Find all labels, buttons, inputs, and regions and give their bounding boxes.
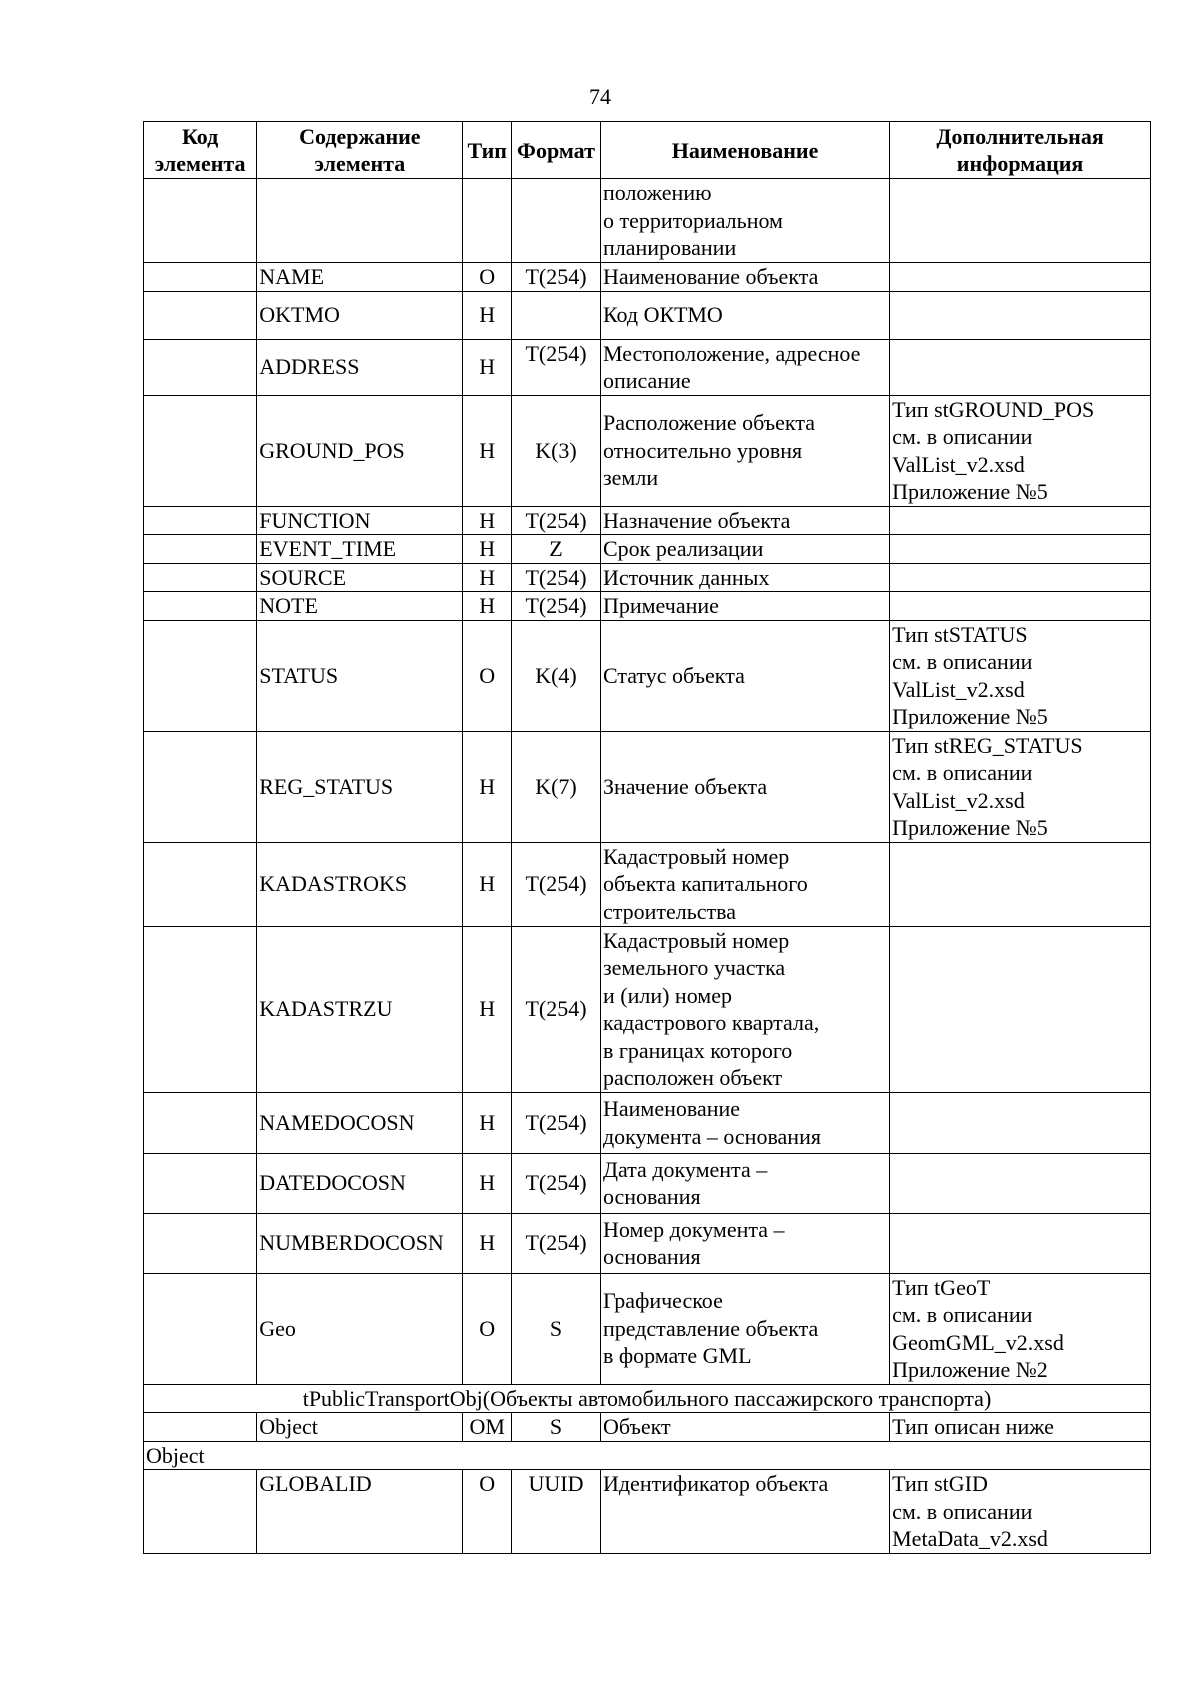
cell-format: Z: [512, 535, 601, 564]
cell-type: Н: [463, 1213, 512, 1273]
cell-name: Объект: [600, 1413, 889, 1442]
cell-name: Дата документа – основания: [600, 1153, 889, 1213]
header-extra: Дополнительная информация: [890, 122, 1151, 179]
cell-name: Расположение объекта относительно уровня земли: [600, 395, 889, 506]
cell-format: Т(254): [512, 1092, 601, 1153]
table-row: [144, 1213, 1151, 1273]
table-row: [144, 535, 1151, 564]
cell-code: [144, 592, 257, 621]
cell-type: Н: [463, 731, 512, 842]
cell-extra: [890, 339, 1151, 395]
table-row: [144, 592, 1151, 621]
table-row: [144, 1413, 1151, 1442]
cell-code: [144, 291, 257, 339]
table-row: [144, 1092, 1151, 1153]
cell-name: положению о территориальном планировании: [600, 179, 889, 263]
cell-type: Н: [463, 1092, 512, 1153]
cell-type: Н: [463, 842, 512, 926]
cell-content: NUMBERDOCOSN: [257, 1213, 463, 1273]
header-type: Тип: [463, 122, 512, 179]
table-row: [144, 1470, 1151, 1554]
cell-content: KADASTROKS: [257, 842, 463, 926]
cell-name: Кадастровый номер объекта капитального строительства: [600, 842, 889, 926]
cell-name: Номер документа – основания: [600, 1213, 889, 1273]
cell-content: GLOBALID: [257, 1470, 463, 1554]
cell-content: DATEDOCOSN: [257, 1153, 463, 1213]
cell-name: Источник данных: [600, 563, 889, 592]
object-label: Object: [144, 1441, 1151, 1470]
header-name: Наименование: [600, 122, 889, 179]
table-row: [144, 620, 1151, 731]
section-row: [144, 1384, 1151, 1413]
table-row: [144, 506, 1151, 535]
cell-code: [144, 535, 257, 564]
cell-format: Т(254): [512, 842, 601, 926]
cell-code: [144, 731, 257, 842]
table-row: [144, 926, 1151, 1092]
cell-type: Н: [463, 926, 512, 1092]
cell-format: Т(254): [512, 339, 601, 395]
cell-code: [144, 563, 257, 592]
object-label-row: [144, 1441, 1151, 1470]
cell-format: S: [512, 1413, 601, 1442]
cell-format: K(4): [512, 620, 601, 731]
cell-format: S: [512, 1273, 601, 1384]
cell-name: Графическое представление объекта в формате GML: [600, 1273, 889, 1384]
cell-extra: [890, 592, 1151, 621]
cell-type: Н: [463, 563, 512, 592]
cell-code: [144, 1413, 257, 1442]
cell-content: NAMEDOCOSN: [257, 1092, 463, 1153]
cell-format: K(7): [512, 731, 601, 842]
cell-code: [144, 842, 257, 926]
cell-content: STATUS: [257, 620, 463, 731]
cell-extra: Тип stSTATUS см. в описании ValList_v2.xsd Приложение №5: [890, 620, 1151, 731]
table-row: [144, 179, 1151, 263]
cell-extra: [890, 506, 1151, 535]
cell-code: [144, 1092, 257, 1153]
cell-code: [144, 1153, 257, 1213]
cell-name: Статус объекта: [600, 620, 889, 731]
page-number: 74: [589, 84, 611, 109]
table-row: [144, 339, 1151, 395]
cell-format: Т(254): [512, 592, 601, 621]
table-row: [144, 395, 1151, 506]
cell-code: [144, 926, 257, 1092]
cell-type: Н: [463, 339, 512, 395]
cell-content: [257, 179, 463, 263]
cell-name: Примечание: [600, 592, 889, 621]
cell-name: Местоположение, адресное описание: [600, 339, 889, 395]
cell-code: [144, 263, 257, 292]
cell-name: Назначение объекта: [600, 506, 889, 535]
cell-extra: Тип stGID см. в описании MetaData_v2.xsd: [890, 1470, 1151, 1554]
cell-extra: [890, 1153, 1151, 1213]
cell-extra: [890, 535, 1151, 564]
header-code: Код элемента: [144, 122, 257, 179]
cell-name: Наименование документа – основания: [600, 1092, 889, 1153]
cell-content: Geo: [257, 1273, 463, 1384]
table-row: [144, 563, 1151, 592]
cell-format: UUID: [512, 1470, 601, 1554]
cell-name: Срок реализации: [600, 535, 889, 564]
cell-name: Значение объекта: [600, 731, 889, 842]
cell-type: [463, 179, 512, 263]
cell-code: [144, 506, 257, 535]
element-spec-table: [143, 121, 1151, 1554]
cell-type: ОМ: [463, 1413, 512, 1442]
cell-format: Т(254): [512, 563, 601, 592]
cell-format: Т(254): [512, 263, 601, 292]
cell-extra: Тип stGROUND_POS см. в описании ValList_v2.xsd Приложение №5: [890, 395, 1151, 506]
section-title: tPublicTransportObj(Объекты автомобильного пассажирского транспорта): [144, 1384, 1151, 1413]
cell-code: [144, 620, 257, 731]
cell-type: Н: [463, 535, 512, 564]
cell-content: OKTMO: [257, 291, 463, 339]
cell-type: Н: [463, 291, 512, 339]
cell-extra: [890, 179, 1151, 263]
cell-content: GROUND_POS: [257, 395, 463, 506]
cell-name: Идентификатор объекта: [600, 1470, 889, 1554]
cell-code: [144, 339, 257, 395]
cell-extra: Тип tGeoT см. в описании GeomGML_v2.xsd Приложение №2: [890, 1273, 1151, 1384]
cell-type: О: [463, 263, 512, 292]
cell-format: Т(254): [512, 1213, 601, 1273]
cell-content: Object: [257, 1413, 463, 1442]
cell-extra: Тип stREG_STATUS см. в описании ValList_v2.xsd Приложение №5: [890, 731, 1151, 842]
cell-content: NAME: [257, 263, 463, 292]
cell-content: SOURCE: [257, 563, 463, 592]
cell-format: K(3): [512, 395, 601, 506]
cell-type: Н: [463, 592, 512, 621]
cell-type: О: [463, 1273, 512, 1384]
table-body: [144, 179, 1151, 1554]
cell-name: Код ОКТМО: [600, 291, 889, 339]
cell-extra: [890, 1213, 1151, 1273]
cell-content: NOTE: [257, 592, 463, 621]
table-row: [144, 842, 1151, 926]
cell-format: [512, 291, 601, 339]
cell-type: Н: [463, 1153, 512, 1213]
cell-content: ADDRESS: [257, 339, 463, 395]
cell-content: EVENT_TIME: [257, 535, 463, 564]
cell-type: О: [463, 620, 512, 731]
table-row: [144, 291, 1151, 339]
cell-code: [144, 1470, 257, 1554]
table-row: [144, 1153, 1151, 1213]
cell-code: [144, 1273, 257, 1384]
table-header-row: [144, 122, 1151, 179]
cell-name: Наименование объекта: [600, 263, 889, 292]
cell-format: Т(254): [512, 506, 601, 535]
cell-extra: [890, 926, 1151, 1092]
cell-extra: [890, 291, 1151, 339]
cell-type: О: [463, 1470, 512, 1554]
cell-content: REG_STATUS: [257, 731, 463, 842]
cell-name: Кадастровый номер земельного участка и (или) номер кадастрового квартала, в границах которого расположен объект: [600, 926, 889, 1092]
cell-content: KADASTRZU: [257, 926, 463, 1092]
cell-extra: [890, 842, 1151, 926]
cell-code: [144, 395, 257, 506]
table-row: [144, 263, 1151, 292]
cell-type: Н: [463, 395, 512, 506]
table-row: [144, 731, 1151, 842]
cell-extra: [890, 1092, 1151, 1153]
header-format: Формат: [512, 122, 601, 179]
cell-extra: [890, 563, 1151, 592]
cell-format: Т(254): [512, 1153, 601, 1213]
cell-code: [144, 179, 257, 263]
cell-format: Т(254): [512, 926, 601, 1092]
table-row: [144, 1273, 1151, 1384]
cell-code: [144, 1213, 257, 1273]
header-content: Содержание элемента: [257, 122, 463, 179]
cell-format: [512, 179, 601, 263]
cell-content: FUNCTION: [257, 506, 463, 535]
cell-extra: [890, 263, 1151, 292]
cell-type: Н: [463, 506, 512, 535]
cell-extra: Тип описан ниже: [890, 1413, 1151, 1442]
